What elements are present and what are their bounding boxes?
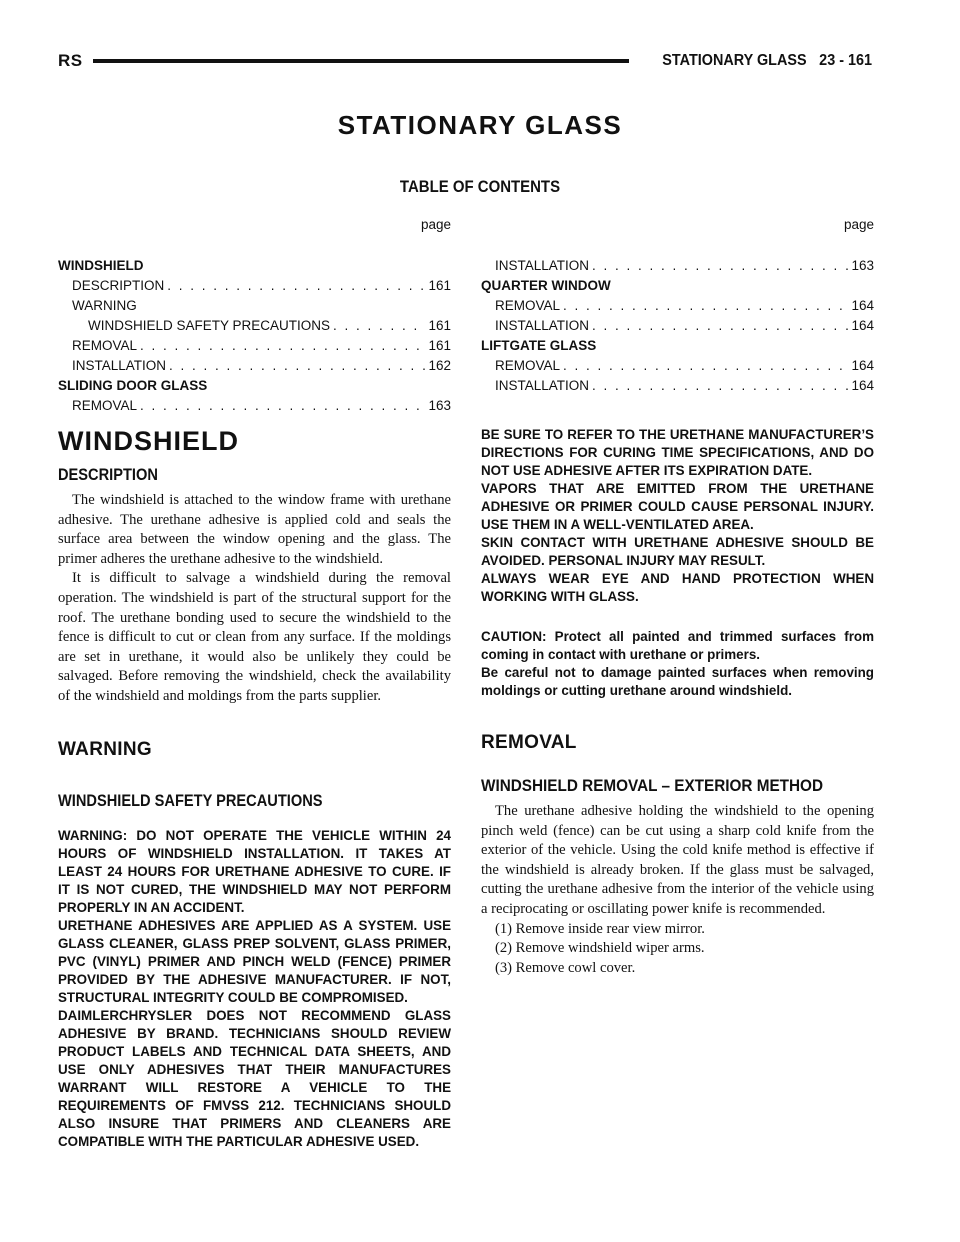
running-header xyxy=(58,48,872,74)
header-title xyxy=(662,52,872,70)
section-heading-removal: REMOVAL xyxy=(481,732,577,753)
toc-entry-liftgate-installation[interactable]: INSTALLATION . . . 164 xyxy=(481,376,874,396)
toc-left-column xyxy=(58,215,451,416)
description-paragraph-2: It is difficult to salvage a windshield during the removal operation. The windshield is part of the structural support for the roof. The urethane bonding used to secure the windshield to the fence is difficult to cut or clean from any surface. If the moldings are set in urethane, it would also be unlikely they could be salvaged. Before removing the windshield, check the availability of the windshield and moldings from the parts supplier. xyxy=(58,570,451,704)
warning-paragraph-1: WARNING: DO NOT OPERATE THE VEHICLE WITHIN 24 HOURS OF WINDSHIELD INSTALLATION. IT TAKES AT LEAST 24 HOURS FOR URETHANE ADHESIVE TO CURE. IF IT IS NOT CURED, THE WINDSHIELD MAY NOT PERFORM PROPERLY IN AN ACCIDENT. xyxy=(58,827,451,915)
toc-title: TABLE OF CONTENTS xyxy=(399,177,561,196)
toc-entry-warning[interactable]: WARNING xyxy=(72,298,137,313)
warning-paragraph-5: VAPORS THAT ARE EMITTED FROM THE URETHANE ADHESIVE OR PRIMER COULD CAUSE PERSONAL INJURY. USE THEM IN A WELL-VENTILATED AREA. xyxy=(481,481,874,532)
toc-page-label: page xyxy=(420,217,451,232)
toc-entry-liftgate-removal[interactable]: REMOVAL . . . 164 xyxy=(481,356,874,376)
header-rule xyxy=(93,59,629,63)
toc-entry-installation[interactable]: INSTALLATION . . . 162 xyxy=(58,356,451,376)
subheading-safety-precautions: WINDSHIELD SAFETY PRECAUTIONS xyxy=(58,790,323,810)
toc-section-sliding-door-glass[interactable]: SLIDING DOOR GLASS xyxy=(58,378,208,393)
toc-entry-safety-precautions[interactable]: WINDSHIELD SAFETY PRECAUTIONS . . . 161 xyxy=(58,316,451,336)
toc-entry-removal[interactable]: REMOVAL . . . 161 xyxy=(58,336,451,356)
section-heading-windshield: WINDSHIELD xyxy=(58,426,239,456)
caution-paragraph-2: Be careful not to damage painted surfaces when removing moldings or cutting urethane around windshield. xyxy=(481,665,874,698)
removal-step-3: (3) Remove cowl cover. xyxy=(495,959,636,976)
warning-paragraph-3: DAIMLERCHRYSLER DOES NOT RECOMMEND GLASS ADHESIVE BY BRAND. TECHNICIANS SHOULD REVIEW PRODUCT LABELS AND TECHNICAL DATA SHEETS, AND USE ONLY ADHESIVES THAT THEIR MANUFACTURES WARRANT WILL RESTORE A VEHICLE TO THE REQUIREMENTS OF FMVSS 212. TECHNICIANS SHOULD ALSO INSURE THAT PRIMERS AND CLEANERS ARE COMPATIBLE WITH THE PARTICULAR ADHESIVE USED. xyxy=(58,1007,451,1149)
removal-paragraph-1: The urethane adhesive holding the windshield to the opening pinch weld (fence) can be cut using a sharp cold knife from the exterior of the vehicle. Using the cold knife method is effective if the windshield is already broken. If the glass must be salvaged, cutting the urethane adhesive from the interior of the vehicle using a reciprocating or oscillating power knife is recommended. xyxy=(481,803,874,917)
toc-entry-description[interactable]: DESCRIPTION . . . 161 xyxy=(58,276,451,296)
warning-paragraph-4: BE SURE TO REFER TO THE URETHANE MANUFACTURER’S DIRECTIONS FOR CURING TIME SPECIFICATIONS, AND DO NOT USE ADHESIVE AFTER ITS EXPIRATION DATE. xyxy=(481,427,874,478)
warning-paragraph-6: SKIN CONTACT WITH URETHANE ADHESIVE SHOULD BE AVOIDED. PERSONAL INJURY MAY RESULT. xyxy=(481,535,874,568)
toc-section-quarter-window[interactable]: QUARTER WINDOW xyxy=(481,278,611,293)
header-page-number: 23 - 161 xyxy=(819,52,872,69)
warning-paragraph-7: ALWAYS WEAR EYE AND HAND PROTECTION WHEN WORKING WITH GLASS. xyxy=(481,571,874,604)
toc-entry-sliding-installation[interactable]: INSTALLATION . . . 163 xyxy=(481,256,874,276)
removal-step-2: (2) Remove windshield wiper arms. xyxy=(495,940,705,957)
removal-step-1: (1) Remove inside rear view mirror. xyxy=(495,920,705,937)
header-chapter-title: STATIONARY GLASS xyxy=(662,52,807,69)
warning-paragraph-2: URETHANE ADHESIVES ARE APPLIED AS A SYSTEM. USE GLASS CLEANER, GLASS PREP SOLVENT, GLASS PRIMER, PVC (VINYL) PRIMER AND PINCH WELD (FENCE) PRIMER PROVIDED BY THE ADHESIVE MANUFACTURER. IF NOT, STRUCTURAL INTEGRITY COULD BE COMPROMISED. xyxy=(58,917,451,1005)
header-section-code: RS xyxy=(58,51,83,70)
caution-paragraph-1: CAUTION: Protect all painted and trimmed surfaces from coming in contact with urethane or primers. xyxy=(481,629,874,662)
body-right-column-content xyxy=(481,426,874,978)
toc-section-windshield[interactable]: WINDSHIELD xyxy=(58,258,144,273)
toc-right-column xyxy=(481,215,874,396)
toc-entry-quarter-installation[interactable]: INSTALLATION . . . 164 xyxy=(481,316,874,336)
body-left-column xyxy=(58,420,451,1151)
description-paragraph-1: The windshield is attached to the window frame with urethane adhesive. The urethane adhesive is applied cold and seals the surface area between the window opening and the glass. The primer adheres the urethane adhesive to the windshield. xyxy=(58,492,451,567)
toc-entry-quarter-removal[interactable]: REMOVAL . . . 164 xyxy=(481,296,874,316)
page-title: STATIONARY GLASS xyxy=(337,110,623,140)
subheading-description: DESCRIPTION xyxy=(58,465,158,484)
toc-page-label: page xyxy=(843,217,874,232)
toc-section-liftgate-glass[interactable]: LIFTGATE GLASS xyxy=(481,338,597,353)
subheading-exterior-method: WINDSHIELD REMOVAL – EXTERIOR METHOD xyxy=(481,776,824,795)
toc-entry-sliding-removal[interactable]: REMOVAL . . . 163 xyxy=(58,396,451,416)
section-heading-warning: WARNING xyxy=(58,738,152,760)
